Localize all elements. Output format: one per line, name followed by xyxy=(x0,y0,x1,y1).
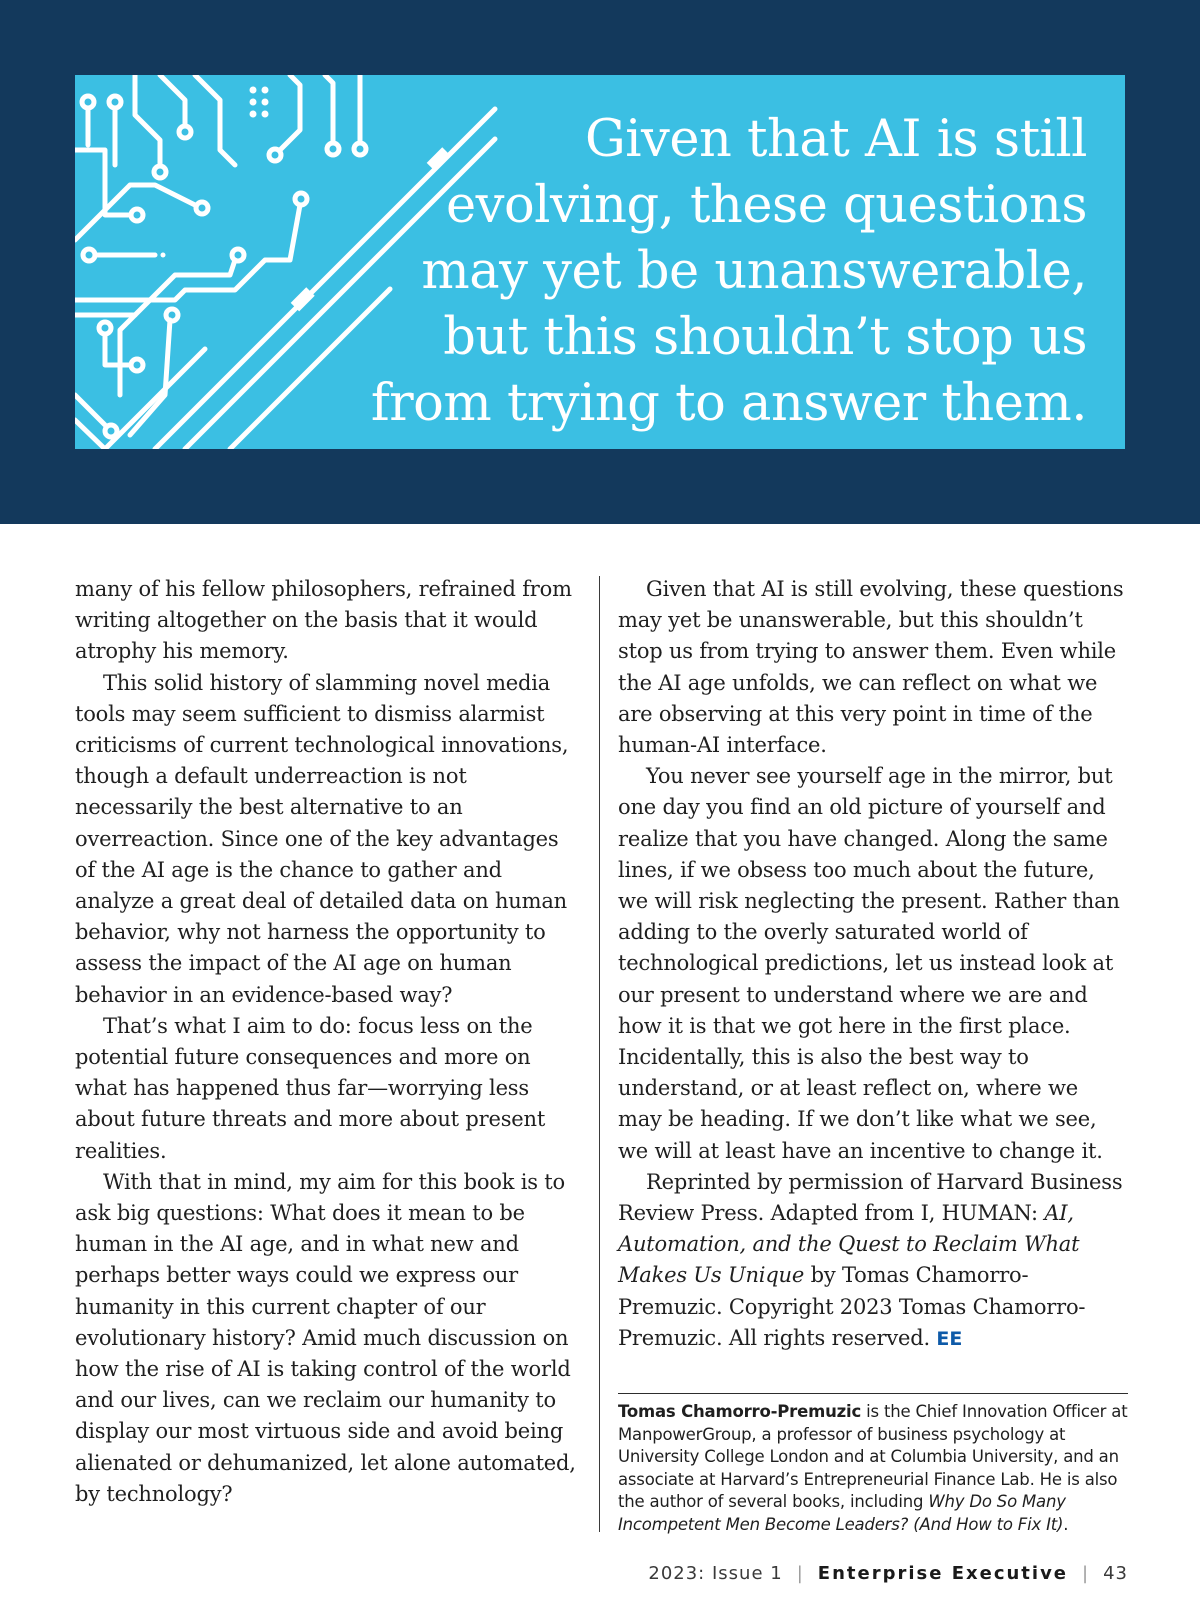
paragraph: You never see yourself age in the mirror, but one day you find an old picture of yourself and realize that you have changed. Along the same lines, if we obsess too much about the future, we will risk neglecting the present. Rather than adding to the overly saturated world of technological predictions, let us instead look at our present to understand where we are and how it is that we got here in the first place. Incidentally, this is also the best way to understand, or at least reflect on, where we may be heading. If we don’t like what we see, we will at least have an incentive to change it. xyxy=(618,764,1120,1163)
reprint-prefix: Reprinted by permission of Harvard Business Review Press. Adapted from I, HUMAN: xyxy=(618,1169,1123,1226)
bio-end: . xyxy=(1063,1514,1069,1534)
bio-book-title: Why Do So Many Incompetent Men Become Leaders? (And How to Fix It) xyxy=(618,1492,1066,1534)
column-divider xyxy=(599,576,600,1532)
paragraph: many of his fellow philosophers, refrained from writing altogether on the basis that it would atrophy his memory. xyxy=(75,577,572,664)
pull-quote xyxy=(367,107,1087,437)
bio-text: is the Chief Innovation Officer at ManpowerGroup, a professor of business psychology at University College London and at Columbia University, and an associate at Harvard’s Entrepreneurial Finance Lab. He is also the author of several books, including xyxy=(618,1402,1128,1512)
footer-separator: | xyxy=(1082,1563,1090,1584)
pull-quote-line: Given that AI is still xyxy=(584,110,1087,169)
paragraph: With that in mind, my aim for this book is to ask big questions: What does it mean to be human in the AI age, and in what new and perhaps better ways could we express our humanity in this current chapter of our evolutionary history? Amid much discussion on how the rise of AI is taking control of the world and our lives, can we reclaim our humanity to display our most virtuous side and avoid being alienated or dehumanized, let alone automated, by technology? xyxy=(75,1169,576,1506)
reprint-notice xyxy=(618,1167,1128,1355)
left-column xyxy=(75,574,580,1510)
pull-quote-line: evolving, these questions xyxy=(445,176,1087,235)
pull-quote-line: from trying to answer them. xyxy=(370,374,1087,433)
footer-separator: | xyxy=(796,1563,804,1584)
author-bio xyxy=(618,1401,1138,1537)
magazine-name: Enterprise Executive xyxy=(817,1563,1069,1584)
issue-label: 2023: Issue 1 xyxy=(648,1563,783,1584)
page-number: 43 xyxy=(1103,1563,1128,1584)
end-mark: EE xyxy=(936,1327,963,1350)
author-name: Tomas Chamorro-Premuzic xyxy=(618,1402,862,1421)
pull-quote-line: may yet be unanswerable, xyxy=(421,242,1087,301)
paragraph: That’s what I aim to do: focus less on the potential future consequences and more on what has happened thus far—worrying less about future threats and more about present realities. xyxy=(75,1013,546,1163)
book-title: AI, Automation, and the Quest to Reclaim What Makes Us Unique xyxy=(618,1201,1080,1288)
hero-banner xyxy=(0,0,1200,524)
paragraph: This solid history of slamming novel media tools may seem sufficient to dismiss alarmist criticisms of current technological innovations, though a default underreaction is not necessarily the best alternative to an overreaction. Since one of the key advantages of the AI age is the chance to gather and analyze a great deal of detailed data on human behavior, why not harness the opportunity to assess the impact of the AI age on human behavior in an evidence-based way? xyxy=(75,670,569,1007)
page-footer xyxy=(648,1563,1128,1584)
right-column xyxy=(618,574,1128,1355)
paragraph: Given that AI is still evolving, these questions may yet be unanswerable, but this shouldn’t stop us from trying to answer them. Even while the AI age unfolds, we can reflect on what we are observing at this very point in time of the human-AI interface. xyxy=(618,577,1124,758)
pull-quote-line: but this shouldn’t stop us xyxy=(443,308,1087,367)
bio-rule xyxy=(618,1393,1128,1394)
reprint-suffix: by Tomas Chamorro-Premuzic. Copyright 2023 Tomas Chamorro-Premuzic. All rights reserved. xyxy=(618,1263,1086,1350)
pull-quote-box xyxy=(75,75,1125,449)
